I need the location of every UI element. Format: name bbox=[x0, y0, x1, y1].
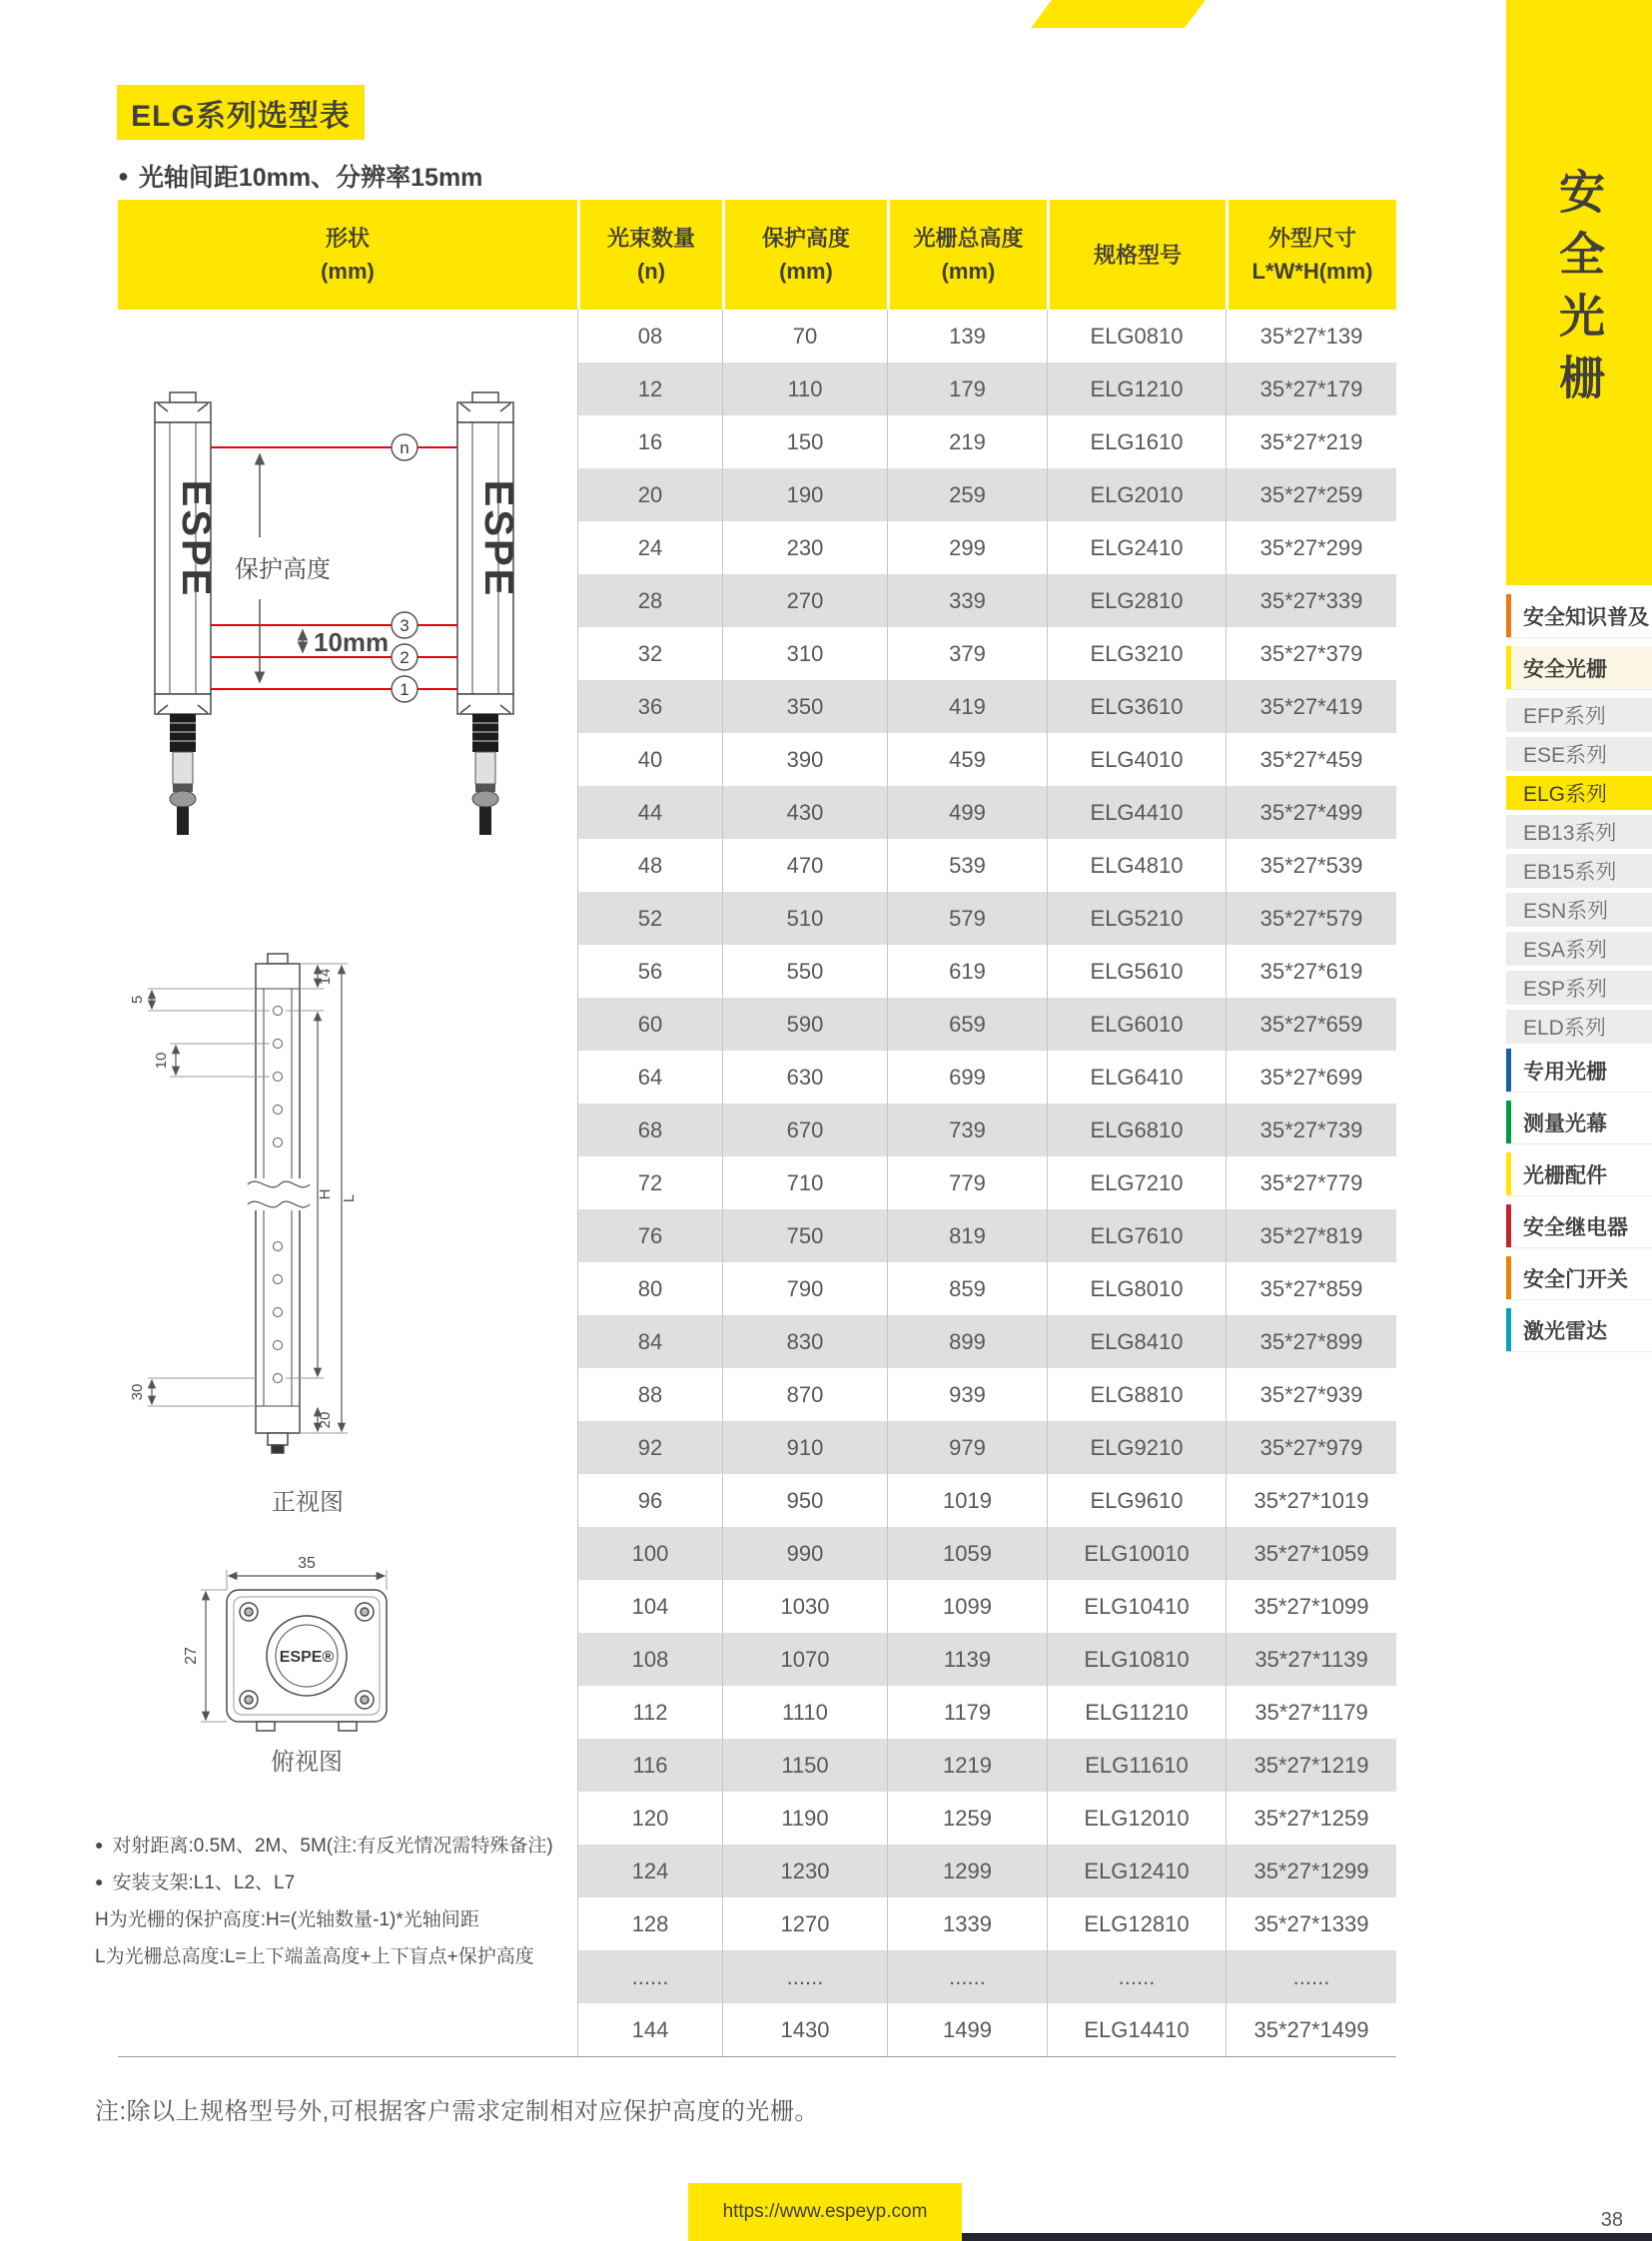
table-cell: 790 bbox=[722, 1262, 887, 1315]
table-cell: 35*27*379 bbox=[1226, 627, 1396, 680]
table-cell: 100 bbox=[577, 1527, 722, 1580]
sidebar-item-label: 专用光栅 bbox=[1523, 1060, 1607, 1084]
dim-20: 20 bbox=[317, 1411, 334, 1429]
table-cell: 35*27*139 bbox=[1226, 310, 1396, 363]
footer-url[interactable]: https://www.espeyp.com bbox=[688, 2183, 962, 2241]
sidebar-item-安全光栅[interactable] bbox=[1506, 646, 1652, 690]
table-header-cell: 光束数量 (n) bbox=[577, 200, 722, 310]
table-cell: 1219 bbox=[887, 1739, 1047, 1792]
table-cell: 939 bbox=[887, 1368, 1047, 1421]
table-cell: ELG2010 bbox=[1047, 468, 1226, 521]
table-cell: 430 bbox=[722, 786, 887, 839]
table-row bbox=[577, 1686, 1396, 1739]
table-cell: 35*27*299 bbox=[1226, 521, 1396, 574]
table-cell: 92 bbox=[577, 1421, 722, 1474]
bullet-icon: ● bbox=[118, 165, 129, 186]
sidebar-item-label: 安全光栅 bbox=[1523, 657, 1607, 681]
notes-left bbox=[95, 1826, 574, 1973]
category-color-bar bbox=[1506, 1204, 1511, 1247]
sidebar-item-安全继电器[interactable] bbox=[1506, 1204, 1652, 1248]
espe-logo-right: ESPE bbox=[476, 479, 520, 599]
table-cell: 120 bbox=[577, 1792, 722, 1845]
category-color-bar bbox=[1506, 1101, 1511, 1143]
sidebar-item-安全知识普及[interactable] bbox=[1506, 594, 1652, 638]
table-cell: 32 bbox=[577, 627, 722, 680]
table-cell: 739 bbox=[887, 1104, 1047, 1156]
note-line bbox=[95, 1826, 574, 1863]
table-cell: ELG6010 bbox=[1047, 998, 1226, 1051]
table-cell: 539 bbox=[887, 839, 1047, 892]
beam-marker-n: n bbox=[400, 438, 410, 457]
note-line bbox=[95, 1899, 574, 1936]
table-cell: 1070 bbox=[722, 1633, 887, 1686]
table-cell: 1230 bbox=[722, 1845, 887, 1897]
top-view-caption: 俯视图 bbox=[271, 1749, 343, 1776]
table-header-cell: 规格型号 bbox=[1047, 200, 1226, 310]
table-cell: 128 bbox=[577, 1897, 722, 1950]
table-cell: 44 bbox=[577, 786, 722, 839]
table-row bbox=[577, 786, 1396, 839]
table-cell: 910 bbox=[722, 1421, 887, 1474]
sidebar-item-label: EB13系列 bbox=[1523, 822, 1617, 845]
table-cell: 299 bbox=[887, 521, 1047, 574]
table-cell: 1099 bbox=[887, 1580, 1047, 1633]
table-cell: 36 bbox=[577, 680, 722, 733]
table-cell: ELG6810 bbox=[1047, 1104, 1226, 1156]
table-cell: 84 bbox=[577, 1315, 722, 1368]
note-line bbox=[95, 1936, 574, 1973]
table-row bbox=[577, 310, 1396, 363]
sidebar-item-label: EFP系列 bbox=[1523, 705, 1606, 728]
table-row bbox=[577, 521, 1396, 574]
note-text: L为光栅总高度:L=上下端盖高度+上下盲点+保护高度 bbox=[95, 1946, 534, 1967]
beam-marker-2: 2 bbox=[400, 648, 410, 667]
category-color-bar bbox=[1506, 1256, 1511, 1299]
spec-subtitle bbox=[118, 160, 482, 192]
table-cell: 779 bbox=[887, 1156, 1047, 1209]
note-text: 安装支架:L1、L2、L7 bbox=[112, 1872, 296, 1893]
table-cell: 870 bbox=[722, 1368, 887, 1421]
table-header-cell: 光栅总高度 (mm) bbox=[887, 200, 1047, 310]
table-row bbox=[577, 1368, 1396, 1421]
table-row bbox=[577, 468, 1396, 521]
table-cell: 1019 bbox=[887, 1474, 1047, 1527]
table-cell: 510 bbox=[722, 892, 887, 945]
table-cell: 35*27*1339 bbox=[1226, 1897, 1396, 1950]
table-cell: 72 bbox=[577, 1156, 722, 1209]
front-view-caption: 正视图 bbox=[272, 1489, 344, 1516]
table-cell: ELG3210 bbox=[1047, 627, 1226, 680]
table-cell: ELG8410 bbox=[1047, 1315, 1226, 1368]
table-cell: 459 bbox=[887, 733, 1047, 786]
table-cell: 150 bbox=[722, 415, 887, 468]
table-cell: 35*27*179 bbox=[1226, 363, 1396, 415]
table-cell: 499 bbox=[887, 786, 1047, 839]
table-row bbox=[577, 1527, 1396, 1580]
table-cell: ELG12010 bbox=[1047, 1792, 1226, 1845]
table-cell: 670 bbox=[722, 1104, 887, 1156]
table-row bbox=[577, 1262, 1396, 1315]
table-row bbox=[577, 574, 1396, 627]
table-cell: ELG10410 bbox=[1047, 1580, 1226, 1633]
table-row bbox=[577, 839, 1396, 892]
table-cell: 64 bbox=[577, 1051, 722, 1104]
table-cell: 190 bbox=[722, 468, 887, 521]
table-row bbox=[577, 680, 1396, 733]
table-cell: ELG14410 bbox=[1047, 2003, 1226, 2056]
table-cell: 80 bbox=[577, 1262, 722, 1315]
note-text: 对射距离:0.5M、2M、5M(注:有反光情况需特殊备注) bbox=[112, 1836, 553, 1857]
table-cell: 350 bbox=[722, 680, 887, 733]
sidebar-item-ELG系列[interactable] bbox=[1506, 776, 1652, 810]
table-row bbox=[577, 2003, 1396, 2056]
table-row bbox=[577, 1315, 1396, 1368]
table-cell: 35*27*579 bbox=[1226, 892, 1396, 945]
sidebar-item-label: EB15系列 bbox=[1523, 861, 1617, 884]
sidebar-item-ESN系列[interactable] bbox=[1506, 893, 1652, 927]
sidebar-item-label: 激光雷达 bbox=[1523, 1319, 1607, 1343]
table-cell: 899 bbox=[887, 1315, 1047, 1368]
dim-5: 5 bbox=[129, 995, 146, 1005]
table-cell: 1190 bbox=[722, 1792, 887, 1845]
sidebar-banner bbox=[1506, 0, 1652, 585]
front-view-dim-lines bbox=[152, 966, 342, 1431]
sidebar-item-EB15系列[interactable] bbox=[1506, 854, 1652, 888]
table-body bbox=[577, 310, 1396, 2056]
sidebar-banner-text: 安全光栅 bbox=[1553, 168, 1605, 415]
table-cell: 139 bbox=[887, 310, 1047, 363]
table-cell: ELG3610 bbox=[1047, 680, 1226, 733]
table-cell: 144 bbox=[577, 2003, 722, 2056]
table-cell: 104 bbox=[577, 1580, 722, 1633]
table-cell: 1299 bbox=[887, 1845, 1047, 1897]
table-cell: ELG9610 bbox=[1047, 1474, 1226, 1527]
table-row bbox=[577, 892, 1396, 945]
table-cell: 990 bbox=[722, 1527, 887, 1580]
table-cell: 12 bbox=[577, 363, 722, 415]
sidebar-item-激光雷达[interactable] bbox=[1506, 1308, 1652, 1352]
table-cell: ELG7210 bbox=[1047, 1156, 1226, 1209]
category-color-bar bbox=[1506, 1308, 1511, 1351]
table-cell: 1150 bbox=[722, 1739, 887, 1792]
table-cell: ELG11210 bbox=[1047, 1686, 1226, 1739]
table-cell: 08 bbox=[577, 310, 722, 363]
dim-30: 30 bbox=[129, 1383, 146, 1401]
table-cell: 1270 bbox=[722, 1897, 887, 1950]
category-color-bar bbox=[1506, 1049, 1511, 1092]
table-cell: 259 bbox=[887, 468, 1047, 521]
table-row bbox=[577, 733, 1396, 786]
beam-marker-1: 1 bbox=[400, 680, 410, 699]
table-cell: 16 bbox=[577, 415, 722, 468]
sidebar-item-专用光栅[interactable] bbox=[1506, 1049, 1652, 1093]
table-row bbox=[577, 363, 1396, 415]
table-row bbox=[577, 1209, 1396, 1262]
note-text: H为光栅的保护高度:H=(光轴数量-1)*光轴间距 bbox=[95, 1909, 479, 1930]
table-cell: 35*27*619 bbox=[1226, 945, 1396, 998]
page-title: ELG系列选型表 bbox=[117, 85, 365, 140]
table-cell: 40 bbox=[577, 733, 722, 786]
table-cell: 35*27*539 bbox=[1226, 839, 1396, 892]
dim-H: H bbox=[317, 1188, 334, 1200]
table-cell: 35*27*339 bbox=[1226, 574, 1396, 627]
table-cell: ELG7610 bbox=[1047, 1209, 1226, 1262]
table-bottom-border bbox=[118, 2056, 1396, 2057]
table-cell: ELG8010 bbox=[1047, 1262, 1226, 1315]
page-number: 38 bbox=[1600, 2209, 1623, 2231]
table-cell: 35*27*1059 bbox=[1226, 1527, 1396, 1580]
dim-27: 27 bbox=[183, 1647, 200, 1665]
table-cell: 35*27*859 bbox=[1226, 1262, 1396, 1315]
sidebar-item-EFP系列[interactable] bbox=[1506, 698, 1652, 732]
table-cell: 619 bbox=[887, 945, 1047, 998]
bottom-note: 注:除以上规格型号外,可根据客户需求定制相对应保护高度的光栅。 bbox=[95, 2098, 819, 2125]
table-row bbox=[577, 1156, 1396, 1209]
table-cell: 24 bbox=[577, 521, 722, 574]
table-cell: ELG8810 bbox=[1047, 1368, 1226, 1421]
table-cell: ELG4810 bbox=[1047, 839, 1226, 892]
bullet-icon: ● bbox=[95, 1872, 104, 1889]
sidebar-item-label: 安全继电器 bbox=[1523, 1215, 1628, 1239]
pitch-label: 10mm bbox=[314, 627, 390, 657]
sidebar-item-label: 光栅配件 bbox=[1523, 1163, 1607, 1187]
table-cell: 35*27*459 bbox=[1226, 733, 1396, 786]
table-cell: 979 bbox=[887, 1421, 1047, 1474]
table-cell: 35*27*419 bbox=[1226, 680, 1396, 733]
table-row bbox=[577, 1580, 1396, 1633]
table-cell: 35*27*699 bbox=[1226, 1051, 1396, 1104]
table-cell: 68 bbox=[577, 1104, 722, 1156]
table-row bbox=[577, 627, 1396, 680]
table-cell: 1339 bbox=[887, 1897, 1047, 1950]
table-cell: 52 bbox=[577, 892, 722, 945]
sidebar-item-label: ESE系列 bbox=[1523, 744, 1608, 767]
table-cell: 35*27*1299 bbox=[1226, 1845, 1396, 1897]
table-cell: ELG0810 bbox=[1047, 310, 1226, 363]
front-view-dim-labels bbox=[129, 969, 358, 1429]
table-cell: 35*27*819 bbox=[1226, 1209, 1396, 1262]
sidebar-item-ESP系列[interactable] bbox=[1506, 971, 1652, 1005]
dim-14: 14 bbox=[317, 968, 334, 986]
table-cell: 270 bbox=[722, 574, 887, 627]
table-cell: ELG1210 bbox=[1047, 363, 1226, 415]
bullet-icon: ● bbox=[95, 1836, 104, 1853]
table-cell: 1179 bbox=[887, 1686, 1047, 1739]
table-cell: 219 bbox=[887, 415, 1047, 468]
table-cell: 379 bbox=[887, 627, 1047, 680]
table-cell: 35*27*659 bbox=[1226, 998, 1396, 1051]
table-cell: 579 bbox=[887, 892, 1047, 945]
table-cell: ...... bbox=[887, 1950, 1047, 2003]
espe-logo-left: ESPE bbox=[174, 479, 218, 599]
table-cell: 35*27*1259 bbox=[1226, 1792, 1396, 1845]
table-cell: 35*27*1099 bbox=[1226, 1580, 1396, 1633]
table-cell: ELG10010 bbox=[1047, 1527, 1226, 1580]
table-cell: 28 bbox=[577, 574, 722, 627]
table-cell: 56 bbox=[577, 945, 722, 998]
table-header-cell: 形状 (mm) bbox=[118, 200, 577, 310]
table-cell: ...... bbox=[1047, 1950, 1226, 2003]
connector-left bbox=[170, 714, 196, 835]
table-cell: ELG9210 bbox=[1047, 1421, 1226, 1474]
sidebar-item-光栅配件[interactable] bbox=[1506, 1152, 1652, 1196]
table-cell: 1499 bbox=[887, 2003, 1047, 2056]
table-header-cell: 保护高度 (mm) bbox=[722, 200, 887, 310]
table-row bbox=[577, 1792, 1396, 1845]
table-row bbox=[577, 415, 1396, 468]
table-cell: 48 bbox=[577, 839, 722, 892]
table-cell: 76 bbox=[577, 1209, 722, 1262]
table-cell: ...... bbox=[1226, 1950, 1396, 2003]
table-cell: 108 bbox=[577, 1633, 722, 1686]
table-cell: 110 bbox=[722, 363, 887, 415]
table-cell: ELG2810 bbox=[1047, 574, 1226, 627]
table-cell: 859 bbox=[887, 1262, 1047, 1315]
sidebar-item-ESE系列[interactable] bbox=[1506, 737, 1652, 771]
note-line bbox=[95, 1863, 574, 1899]
table-cell: ELG2410 bbox=[1047, 521, 1226, 574]
beam-markers bbox=[392, 434, 417, 702]
table-cell: 1030 bbox=[722, 1580, 887, 1633]
table-row bbox=[577, 1474, 1396, 1527]
table-cell: 35*27*1139 bbox=[1226, 1633, 1396, 1686]
table-cell: 96 bbox=[577, 1474, 722, 1527]
table-cell: 35*27*259 bbox=[1226, 468, 1396, 521]
table-cell: 60 bbox=[577, 998, 722, 1051]
table-cell: 310 bbox=[722, 627, 887, 680]
table-row bbox=[577, 1739, 1396, 1792]
sidebar-item-label: ESP系列 bbox=[1523, 978, 1608, 1001]
table-cell: 1430 bbox=[722, 2003, 887, 2056]
table-cell: 35*27*899 bbox=[1226, 1315, 1396, 1368]
table-cell: 390 bbox=[722, 733, 887, 786]
table-cell: 830 bbox=[722, 1315, 887, 1368]
shape-diagram bbox=[118, 310, 577, 2056]
table-cell: 1059 bbox=[887, 1527, 1047, 1580]
table-cell: ELG5610 bbox=[1047, 945, 1226, 998]
sidebar-item-测量光幕[interactable] bbox=[1506, 1101, 1652, 1144]
category-color-bar bbox=[1506, 646, 1511, 689]
table-cell: 699 bbox=[887, 1051, 1047, 1104]
table-cell: ...... bbox=[722, 1950, 887, 2003]
table-cell: 124 bbox=[577, 1845, 722, 1897]
table-cell: 35*27*739 bbox=[1226, 1104, 1396, 1156]
table-cell: 35*27*499 bbox=[1226, 786, 1396, 839]
table-cell: 419 bbox=[887, 680, 1047, 733]
sidebar-item-label: 测量光幕 bbox=[1523, 1112, 1607, 1135]
table-cell: 339 bbox=[887, 574, 1047, 627]
table-cell: 35*27*1219 bbox=[1226, 1739, 1396, 1792]
table-row bbox=[577, 1950, 1396, 2003]
sidebar-item-label: ELG系列 bbox=[1523, 783, 1608, 806]
table-row bbox=[577, 1845, 1396, 1897]
protect-height-label: 保护高度 bbox=[235, 556, 331, 583]
table-cell: 470 bbox=[722, 839, 887, 892]
table-cell: 659 bbox=[887, 998, 1047, 1051]
table-cell: 88 bbox=[577, 1368, 722, 1421]
top-yellow-ribbon bbox=[1031, 0, 1206, 28]
table-cell: 630 bbox=[722, 1051, 887, 1104]
dim-L: L bbox=[341, 1193, 358, 1203]
sidebar-item-label: ESN系列 bbox=[1523, 900, 1609, 923]
table-cell: ELG4410 bbox=[1047, 786, 1226, 839]
table-cell: 35*27*219 bbox=[1226, 415, 1396, 468]
table-cell: 550 bbox=[722, 945, 887, 998]
table-cell: ELG4010 bbox=[1047, 733, 1226, 786]
table-header bbox=[118, 200, 1396, 310]
table-cell: 1139 bbox=[887, 1633, 1047, 1686]
dim-35: 35 bbox=[298, 1555, 316, 1572]
table-cell: 179 bbox=[887, 363, 1047, 415]
connector-right bbox=[472, 714, 498, 835]
table-cell: ELG12410 bbox=[1047, 1845, 1226, 1897]
table-cell: ELG12810 bbox=[1047, 1897, 1226, 1950]
table-cell: 20 bbox=[577, 468, 722, 521]
table-cell: 230 bbox=[722, 521, 887, 574]
table-cell: 35*27*979 bbox=[1226, 1421, 1396, 1474]
table-cell: ELG5210 bbox=[1047, 892, 1226, 945]
table-cell: 590 bbox=[722, 998, 887, 1051]
table-cell: ELG6410 bbox=[1047, 1051, 1226, 1104]
table-header-cell: 外型尺寸 L*W*H(mm) bbox=[1226, 200, 1396, 310]
table-cell: ...... bbox=[577, 1950, 722, 2003]
table-cell: 35*27*779 bbox=[1226, 1156, 1396, 1209]
top-view-logo: ESPE® bbox=[279, 1649, 335, 1666]
table-cell: 35*27*1499 bbox=[1226, 2003, 1396, 2056]
sidebar-item-label: ELD系列 bbox=[1523, 1017, 1606, 1040]
table-row bbox=[577, 1104, 1396, 1156]
table-cell: 950 bbox=[722, 1474, 887, 1527]
sidebar-menu bbox=[1506, 594, 1652, 1360]
table-cell: 1110 bbox=[722, 1686, 887, 1739]
table-row bbox=[577, 1051, 1396, 1104]
table-cell: 70 bbox=[722, 310, 887, 363]
table-cell: 116 bbox=[577, 1739, 722, 1792]
sidebar-item-label: 安全门开关 bbox=[1523, 1267, 1628, 1291]
table-row bbox=[577, 1633, 1396, 1686]
beam-marker-3: 3 bbox=[400, 616, 410, 635]
category-color-bar bbox=[1506, 1152, 1511, 1195]
table-cell: ELG11610 bbox=[1047, 1739, 1226, 1792]
table-cell: 35*27*1019 bbox=[1226, 1474, 1396, 1527]
dim-10: 10 bbox=[153, 1052, 170, 1070]
table-cell: 819 bbox=[887, 1209, 1047, 1262]
table-cell: 1259 bbox=[887, 1792, 1047, 1845]
sidebar-item-label: 安全知识普及 bbox=[1523, 605, 1649, 629]
category-color-bar bbox=[1506, 594, 1511, 637]
sidebar-item-label: ESA系列 bbox=[1523, 939, 1608, 962]
table-row bbox=[577, 1421, 1396, 1474]
sidebar-item-ESA系列[interactable] bbox=[1506, 932, 1652, 966]
sidebar-item-安全门开关[interactable] bbox=[1506, 1256, 1652, 1300]
table-row bbox=[577, 998, 1396, 1051]
table-cell: 710 bbox=[722, 1156, 887, 1209]
spec-subtitle-text: 光轴间距10mm、分辨率15mm bbox=[138, 164, 483, 192]
table-cell: 35*27*1179 bbox=[1226, 1686, 1396, 1739]
table-row bbox=[577, 945, 1396, 998]
table-cell: 35*27*939 bbox=[1226, 1368, 1396, 1421]
table-cell: ELG10810 bbox=[1047, 1633, 1226, 1686]
table-cell: 112 bbox=[577, 1686, 722, 1739]
table-row bbox=[577, 1897, 1396, 1950]
sidebar-item-ELD系列[interactable] bbox=[1506, 1010, 1652, 1044]
table-cell: 750 bbox=[722, 1209, 887, 1262]
sidebar-item-EB13系列[interactable] bbox=[1506, 815, 1652, 849]
table-cell: ELG1610 bbox=[1047, 415, 1226, 468]
